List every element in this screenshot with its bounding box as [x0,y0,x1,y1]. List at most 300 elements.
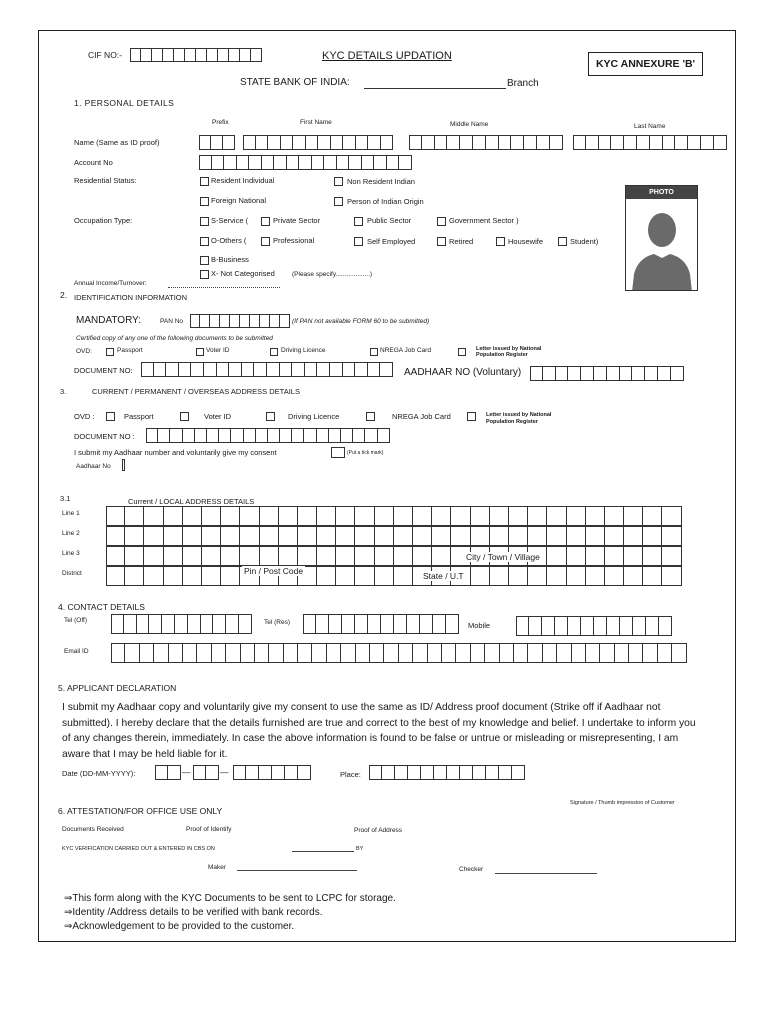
char-box [555,616,568,636]
char-box [183,428,195,443]
first-name-input[interactable] [243,135,393,150]
state-label: State / U.T [423,571,464,581]
char-box [471,643,485,663]
char-box [201,614,214,634]
char-box [164,506,183,526]
char-box [369,765,382,780]
photo-box [625,185,698,291]
char-box [317,566,336,586]
char-box [219,428,231,443]
char-box [663,135,676,150]
char-box [355,546,374,566]
char-box [643,566,662,586]
char-box [620,366,633,381]
char-box [206,765,219,780]
char-box [447,135,460,150]
char-box [611,135,624,150]
addr-voter-label: Voter ID [204,412,232,421]
char-box [191,362,204,377]
char-box [408,765,421,780]
char-box [210,314,220,328]
char-box [207,428,219,443]
passport-label: Passport [117,347,143,354]
professional-label: Professional [273,236,315,245]
others-checkbox[interactable] [200,237,209,246]
char-box [567,506,586,526]
char-box [242,362,255,377]
char-box [646,616,659,636]
self-employed-checkbox[interactable] [354,237,363,246]
housewife-checkbox[interactable] [496,237,505,246]
char-box [316,614,329,634]
char-box [543,643,557,663]
char-box [199,155,212,170]
addr-voter-checkbox[interactable] [180,412,189,421]
char-box [643,643,657,663]
char-box [269,643,283,663]
char-box [141,362,154,377]
char-box [407,614,420,634]
char-box [193,765,206,780]
char-box [460,135,473,150]
char-box [422,135,435,150]
addr-aadhaar-input[interactable] [122,459,125,471]
char-box [356,135,369,150]
foreign-checkbox[interactable] [200,197,209,206]
char-box [166,362,179,377]
char-box [292,428,304,443]
char-box [486,765,499,780]
char-box [342,614,355,634]
char-box [197,643,211,663]
char-box [688,135,701,150]
public-label: Public Sector [367,216,412,225]
addr-driving-checkbox[interactable] [266,412,275,421]
last-name-input[interactable] [573,135,727,150]
char-box [524,135,537,150]
char-box [624,526,643,546]
student-checkbox[interactable] [558,237,567,246]
char-box [144,546,163,566]
char-box [375,526,394,546]
char-box [175,614,188,634]
char-box [671,366,684,381]
char-box [237,155,250,170]
char-box [212,155,225,170]
char-box [594,616,607,636]
maker-input[interactable] [237,870,357,872]
char-box [137,614,150,634]
char-box [413,526,432,546]
char-box [355,566,374,586]
student-label: Student) [570,237,599,246]
char-box [217,362,230,377]
char-box [255,643,269,663]
tel-res-input[interactable] [303,614,459,634]
char-box [500,643,514,663]
identification-heading: IDENTIFICATION INFORMATION [74,293,188,302]
char-box [382,765,395,780]
char-box [190,314,200,328]
char-box [324,155,337,170]
ovd-label: OVD: [76,348,92,355]
char-box [298,506,317,526]
govt-checkbox[interactable] [437,217,446,226]
char-box [442,643,456,663]
char-box [490,566,509,586]
char-box [244,428,256,443]
char-box [164,546,183,566]
document-input[interactable] [141,362,393,377]
char-box [327,643,341,663]
char-box [195,428,207,443]
char-box [330,362,343,377]
pio-checkbox[interactable] [334,197,343,206]
char-box [643,526,662,546]
char-box [199,135,211,150]
char-box [268,428,280,443]
char-box [530,366,543,381]
char-box [179,362,192,377]
person-silhouette-icon [626,186,698,291]
char-box [317,526,336,546]
char-box [164,566,183,586]
char-box [586,566,605,586]
char-box [586,643,600,663]
checker-label: Checker [459,866,484,873]
char-box [394,506,413,526]
char-box [349,155,362,170]
specify-note: (Please specify...................) [292,271,373,278]
consent-text: I submit my Aadhaar number and voluntarily give my consent [74,448,277,457]
char-box [317,428,329,443]
char-box [183,546,202,566]
char-box [586,546,605,566]
char-box [374,155,387,170]
char-box [659,616,672,636]
char-box [356,643,370,663]
char-box [435,135,448,150]
char-box [567,566,586,586]
char-box [158,428,170,443]
char-box [162,614,175,634]
char-box [106,506,125,526]
char-box [511,135,524,150]
business-label: B-Business [211,255,249,264]
service-checkbox[interactable] [200,217,209,226]
bank-label: STATE BANK OF INDIA: [240,77,350,88]
char-box [568,616,581,636]
line2-label: Line 2 [62,530,80,537]
not-categorised-checkbox[interactable] [200,270,209,279]
char-box [122,459,125,471]
char-box [643,546,662,566]
npr-checkbox[interactable] [458,348,466,356]
char-box [174,48,185,62]
contact-heading: 4. CONTACT DETAILS [58,602,145,612]
business-checkbox[interactable] [200,256,209,265]
address-line2-input[interactable] [106,526,682,546]
char-box [146,428,158,443]
char-box [305,362,318,377]
char-box [233,765,246,780]
address-line1-input[interactable] [106,506,682,526]
voter-checkbox[interactable] [196,348,204,356]
char-box [605,546,624,566]
char-box [568,366,581,381]
char-box [378,428,390,443]
char-box [550,135,563,150]
char-box [144,526,163,546]
addr-passport-label: Passport [124,412,154,421]
char-box [336,546,355,566]
addr-driving-label: Driving Licence [288,412,340,421]
tel-off-input[interactable] [111,614,252,634]
char-box [528,526,547,546]
date-month-input[interactable] [193,765,219,780]
char-box [256,135,269,150]
char-box [221,526,240,546]
char-box [567,526,586,546]
char-box [499,765,512,780]
char-box [632,366,645,381]
resident-checkbox[interactable] [200,177,209,186]
address-line3-input[interactable] [106,546,682,566]
char-box [243,135,256,150]
char-box [152,48,163,62]
char-box [256,428,268,443]
char-box [355,362,368,377]
form-title: KYC DETAILS UPDATION [322,50,452,62]
char-box [600,643,614,663]
passport-checkbox[interactable] [106,348,114,356]
char-box [629,643,643,663]
pan-label: PAN No [160,318,183,325]
certified-note: Certified copy of any one of the following documents to be submitted [76,335,273,342]
char-box [420,614,433,634]
nri-label: Non Resident Indian [347,177,415,186]
char-box [224,155,237,170]
account-label: Account No [74,158,113,167]
char-box [547,566,566,586]
char-box [368,362,381,377]
char-box [567,546,586,566]
char-box [106,526,125,546]
self-employed-label: Self Employed [367,237,416,246]
char-box [490,526,509,546]
char-box [230,314,240,328]
char-box [200,314,210,328]
govt-label: Government Sector ) [449,216,519,225]
char-box [624,546,643,566]
char-box [154,362,167,377]
email-input[interactable] [111,643,687,663]
char-box [490,506,509,526]
char-box [368,135,381,150]
mobile-input[interactable] [516,616,672,636]
char-box [260,314,270,328]
address-num: 3. [60,387,67,396]
char-box [486,135,499,150]
address-heading: CURRENT / PERMANENT / OVERSEAS ADDRESS DETAILS [92,387,300,396]
char-box [599,135,612,150]
char-box [183,506,202,526]
income-label: Annual Income/Turnover: [74,280,147,287]
date-year-input[interactable] [233,765,311,780]
char-box [229,362,242,377]
npr-note-line2: Population Register [476,352,528,358]
retired-label: Retired [449,237,474,246]
retired-checkbox[interactable] [437,237,446,246]
mobile-label: Mobile [468,621,491,630]
char-box [675,135,688,150]
char-box [240,314,250,328]
char-box [125,526,144,546]
char-box [144,506,163,526]
char-box [106,566,125,586]
char-box [547,526,566,546]
char-box [260,526,279,546]
char-box [155,765,168,780]
char-box [514,643,528,663]
district-input[interactable] [106,566,682,586]
addr-npr-checkbox[interactable] [467,412,476,421]
char-box [317,546,336,566]
kyc-date-input[interactable] [292,851,354,853]
char-box [170,428,182,443]
char-box [169,643,183,663]
cif-input[interactable] [130,48,262,62]
prefix-input[interactable] [199,135,235,150]
char-box [387,155,400,170]
char-box [370,643,384,663]
char-box [280,428,292,443]
char-box [615,643,629,663]
char-box [279,506,298,526]
subaddress-heading: Current / LOCAL ADDRESS DETAILS [128,497,255,506]
aadhaar-input[interactable] [530,366,684,381]
char-box [573,135,586,150]
public-checkbox[interactable] [354,217,363,226]
char-box [471,566,490,586]
place-input[interactable] [369,765,525,780]
annexure-label: KYC ANNEXURE 'B' [595,58,696,70]
char-box [557,643,571,663]
middle-name-input[interactable] [409,135,563,150]
char-box [141,48,152,62]
district-label: District [62,570,82,577]
char-box [581,366,594,381]
account-input[interactable] [199,155,412,170]
branch-input[interactable] [364,88,506,89]
professional-checkbox[interactable] [261,237,270,246]
char-box [306,135,319,150]
driving-checkbox[interactable] [270,348,278,356]
addr-passport-checkbox[interactable] [106,412,115,421]
char-box [246,765,259,780]
document-label: DOCUMENT NO: [74,366,133,375]
char-box [473,765,486,780]
char-box [149,614,162,634]
kyc-verification-label: KYC VERIFICATION CARRIED OUT & ENTERED IN CBS ON [62,846,215,852]
email-label: Email ID [64,648,89,655]
char-box [581,616,594,636]
note-2: ⇒Identity /Address details to be verified with bank records. [64,907,323,918]
char-box [298,765,311,780]
char-box [204,362,217,377]
char-box [281,135,294,150]
note-3: ⇒Acknowledgement to be provided to the customer. [64,921,295,932]
pan-input[interactable] [190,314,290,328]
char-box [280,314,290,328]
char-box [298,643,312,663]
char-box [434,765,447,780]
char-box [543,366,556,381]
income-input[interactable] [168,287,280,289]
char-box [239,614,252,634]
char-box [336,566,355,586]
middle-name-label: Middle Name [450,121,489,128]
consent-checkbox[interactable] [331,447,345,458]
checker-input[interactable] [495,873,597,875]
char-box [329,614,342,634]
char-box [446,614,459,634]
char-box [643,506,662,526]
char-box [365,428,377,443]
char-box [375,546,394,566]
char-box [586,135,599,150]
first-name-label: First Name [300,119,332,126]
char-box [605,506,624,526]
char-box [312,643,326,663]
occupation-label: Occupation Type: [74,216,133,225]
addr-document-input[interactable] [146,428,390,443]
nrega-checkbox[interactable] [370,348,378,356]
driving-label: Driving Licence [281,347,326,354]
private-checkbox[interactable] [261,217,270,226]
char-box [499,135,512,150]
char-box [637,135,650,150]
nri-checkbox[interactable] [334,177,343,186]
tel-off-label: Tel (Off) [64,617,87,624]
char-box [428,643,442,663]
char-box [106,546,125,566]
last-name-label: Last Name [634,123,666,130]
char-box [662,526,681,546]
addr-nrega-checkbox[interactable] [366,412,375,421]
char-box [221,566,240,586]
line1-label: Line 1 [62,510,80,517]
date-day-input[interactable] [155,765,181,780]
char-box [451,526,470,546]
char-box [624,566,643,586]
char-box [451,506,470,526]
char-box [260,546,279,566]
char-box [254,362,267,377]
char-box [473,135,486,150]
char-box [547,546,566,566]
date-label: Date (DD-MM-YYYY): [62,769,136,778]
char-box [512,765,525,780]
date-separator-2: — [220,767,229,777]
char-box [223,135,235,150]
char-box [432,546,451,566]
char-box [202,566,221,586]
office-heading: 6. ATTESTATION/FOR OFFICE USE ONLY [58,806,223,816]
char-box [226,614,239,634]
char-box [594,366,607,381]
subaddress-num: 3.1 [60,494,71,503]
